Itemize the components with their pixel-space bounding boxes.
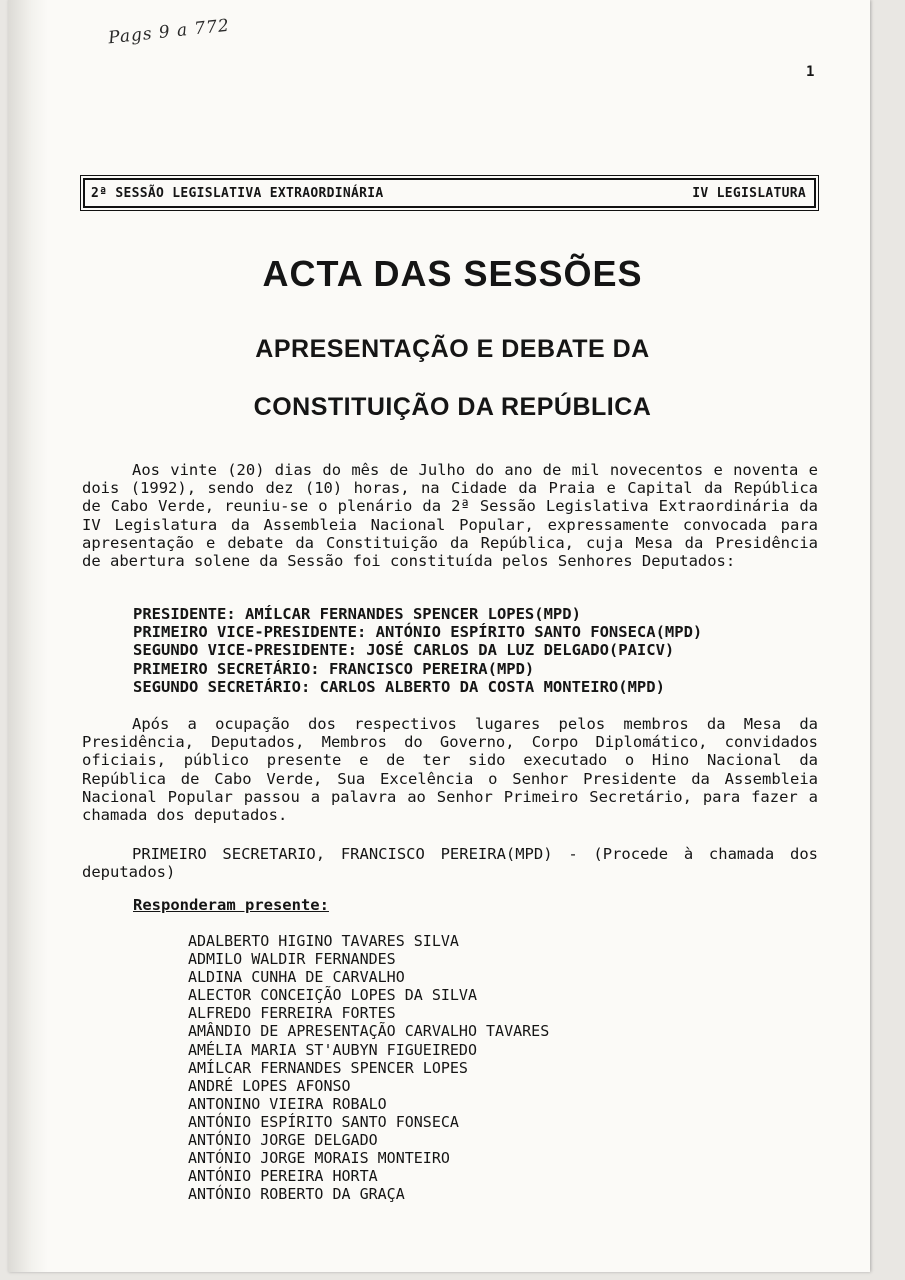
session-header-band: [83, 178, 816, 208]
mesa-item: SEGUNDO VICE-PRESIDENTE: JOSÉ CARLOS DA LUZ DELGADO(PAICV): [133, 641, 675, 660]
responderam-heading: Responderam presente:: [133, 896, 329, 914]
intro-paragraph: Aos vinte (20) dias do mês de Julho do ano de mil novecentos e noventa e dois (1992), sendo dez (10) horas, na Cidade da Praia e Capital da República de Cabo Verde, reuniu-se o plenário da 2ª Sessão Legislativa Extraordinária da IV Legislatura da Assembleia Nacional Popular, expressamente convocada para apresentação e debate da Constituição da República, cuja Mesa da Presidência de abertura solene da Sessão foi constituída pelos Senhores Deputados:: [82, 461, 818, 571]
page-edge-shadow: [8, 0, 48, 1272]
deputy-name: AMÍLCAR FERNANDES SPENCER LOPES: [188, 1058, 468, 1077]
session-label: 2ª SESSÃO LEGISLATIVA EXTRAORDINÁRIA: [91, 185, 384, 201]
mesa-item: PRESIDENTE: AMÍLCAR FERNANDES SPENCER LOPES(MPD): [133, 605, 581, 623]
deputy-name: ANTÓNIO JORGE DELGADO: [188, 1131, 378, 1150]
deputy-name: ADALBERTO HIGINO TAVARES SILVA: [188, 932, 459, 950]
mesa-item: SEGUNDO SECRETÁRIO: CARLOS ALBERTO DA COSTA MONTEIRO(MPD): [133, 677, 665, 696]
deputy-name: ANTÓNIO ROBERTO DA GRAÇA: [188, 1185, 405, 1204]
deputy-name: ALFREDO FERREIRA FORTES: [188, 1004, 396, 1023]
second-paragraph: Após a ocupação dos respectivos lugares pelos membros da Mesa da Presidência, Deputados, Membros do Governo, Corpo Diplomático, convidados oficiais, público presente e de ter sido executado o Hino Nacional da República de Cabo Verde, Sua Excelência o Senhor Presidente da Assembleia Nacional Popular passou a palavra ao Senhor Primeiro Secretário, para fazer a chamada dos deputados.: [82, 715, 818, 825]
mesa-item: PRIMEIRO VICE-PRESIDENTE: ANTÓNIO ESPÍRITO SANTO FONSECA(MPD): [133, 623, 703, 642]
deputy-name: ANTONINO VIEIRA ROBALO: [188, 1094, 387, 1113]
document-subtitle-line2: CONSTITUIÇÃO DA REPÚBLICA: [253, 393, 652, 421]
deputy-name: ALECTOR CONCEIÇÃO LOPES DA SILVA: [188, 986, 477, 1005]
deputy-name: AMÂNDIO DE APRESENTAÇÃO CARVALHO TAVARES: [188, 1022, 550, 1041]
mesa-list: [133, 605, 702, 696]
deputy-name: AMÉLIA MARIA ST'AUBYN FIGUEIREDO: [188, 1040, 477, 1059]
mesa-item: PRIMEIRO SECRETÁRIO: FRANCISCO PEREIRA(MPD): [133, 659, 535, 678]
document-title: ACTA DAS SESSÕES: [262, 253, 643, 294]
document-subtitle-line1: APRESENTAÇÃO E DEBATE DA: [255, 335, 650, 363]
deputy-name: ANDRÉ LOPES AFONSO: [188, 1076, 351, 1095]
legislature-label: IV LEGISLATURA: [692, 185, 806, 201]
deputy-name: ANTÓNIO PEREIRA HORTA: [188, 1167, 378, 1186]
deputies-list: [188, 932, 549, 1203]
third-paragraph: PRIMEIRO SECRETARIO, FRANCISCO PEREIRA(MPD) - (Procede à chamada dos deputados): [82, 845, 818, 882]
page-number: 1: [806, 64, 815, 80]
deputy-name: ANTÓNIO JORGE MORAIS MONTEIRO: [188, 1149, 450, 1168]
deputy-name: ALDINA CUNHA DE CARVALHO: [188, 968, 405, 987]
deputy-name: ADMILO WALDIR FERNANDES: [188, 950, 396, 969]
handwritten-note: Pags 9 a 772: [107, 15, 231, 49]
deputy-name: ANTÓNIO ESPÍRITO SANTO FONSECA: [188, 1112, 459, 1131]
